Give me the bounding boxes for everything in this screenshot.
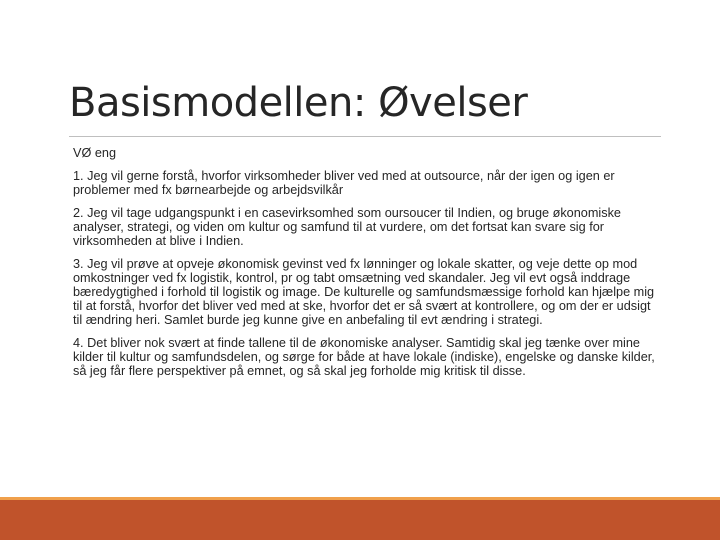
body-paragraph-heading: VØ eng <box>73 146 117 160</box>
body-paragraph-1: 1. Jeg vil gerne forstå, hvorfor virksomheder bliver ved med at outsource, når der igen og igen er problemer med fx børnearbejde og arbejdsvilkår <box>73 169 615 197</box>
slide-title: Basismodellen: Øvelser <box>69 80 528 126</box>
slide-body <box>73 146 663 387</box>
footer-bar <box>0 500 720 540</box>
body-paragraph-3: 3. Jeg vil prøve at opveje økonomisk gevinst ved fx lønninger og lokale skatter, og veje dette op mod omkostninger ved fx logistik, kontrol, pr og tabt omsætning ved skandaler. Jeg vil evt også inddrage bæredygtighed i forhold til logistik og image. De kulturelle og samfundsmæssige forhold kan hjælpe mig til at forstå, hvorfor det bliver ved med at ske, hvorfor det er så svært at kontrollere, og om der er udsigt til ændring heri. Samlet burde jeg kunne give en anbefaling til evt ændring i strategi. <box>73 257 655 327</box>
body-paragraph-4: 4. Det bliver nok svært at finde tallene til de økonomiske analyser. Samtidig skal jeg tænke over mine kilder til kultur og samfundsdelen, og sørge for både at have lokale (indiske), engelske og danske kilder, så jeg får flere perspektiver på emnet, og så skal jeg forholde mig kritisk til disse. <box>73 336 655 378</box>
body-paragraph-2: 2. Jeg vil tage udgangspunkt i en casevirksomhed som oursoucer til Indien, og bruge økonomiske analyser, strategi, og viden om kultur og samfund til at vurdere, om det fortsat kan svare sig for virksomheden at blive i Indien. <box>73 206 621 248</box>
title-divider <box>69 136 661 137</box>
